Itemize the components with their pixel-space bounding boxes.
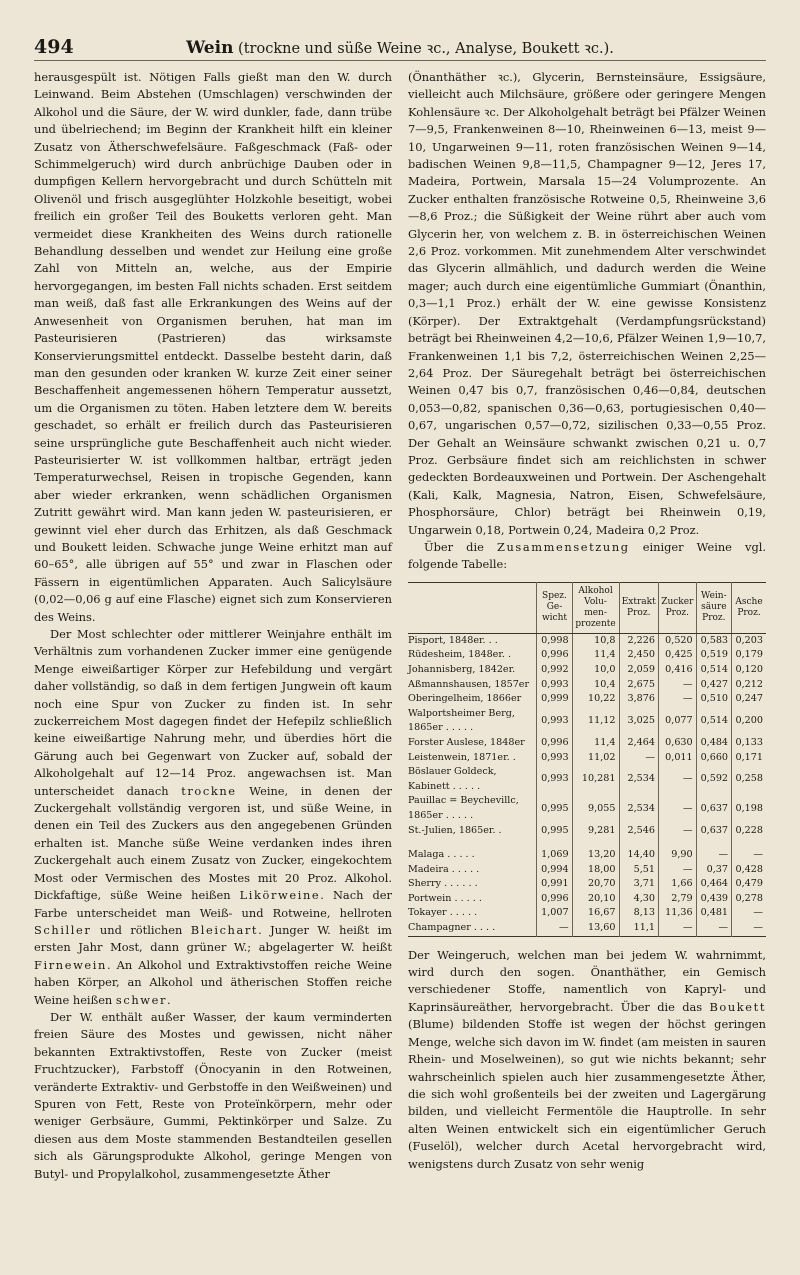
table-cell: 9,055 bbox=[572, 794, 619, 823]
table-cell: 2,546 bbox=[619, 824, 658, 839]
table-cell: Portwein . . . . . bbox=[408, 892, 482, 904]
table-cell: — bbox=[732, 921, 766, 936]
table-cell: Böslauer Goldeck, Kabinett . . . . . bbox=[408, 766, 497, 792]
table-row bbox=[408, 921, 766, 936]
col-header-name bbox=[408, 582, 537, 633]
table-row bbox=[408, 794, 766, 823]
table-cell: 0,637 bbox=[696, 794, 731, 823]
headword: Wein bbox=[186, 38, 234, 58]
table-cell: 0,428 bbox=[732, 863, 766, 878]
table-cell: 0,203 bbox=[732, 633, 766, 648]
table-cell: 18,00 bbox=[572, 863, 619, 878]
table-cell: 0,994 bbox=[537, 863, 572, 878]
table-cell: 2,675 bbox=[619, 678, 658, 693]
table-cell: 0,996 bbox=[537, 736, 572, 751]
table-cell: Champagner . . . . bbox=[408, 922, 496, 934]
table-cell: — bbox=[619, 751, 658, 766]
left-column bbox=[34, 69, 392, 1183]
table-cell: 11,36 bbox=[658, 906, 696, 921]
table-cell: 1,66 bbox=[658, 877, 696, 892]
table-cell: 20,70 bbox=[572, 877, 619, 892]
table-cell: Leistenwein, 1871er. . bbox=[408, 751, 516, 763]
table-cell: 10,281 bbox=[572, 765, 619, 794]
table-row bbox=[408, 751, 766, 766]
running-head bbox=[34, 38, 766, 58]
page-number: 494 bbox=[34, 36, 74, 58]
table-cell: 0,212 bbox=[732, 678, 766, 693]
table-cell: 0,247 bbox=[732, 692, 766, 707]
col-header-ash: Asche Proz. bbox=[732, 582, 766, 633]
table-cell: 11,1 bbox=[619, 921, 658, 936]
table-cell: 8,13 bbox=[619, 906, 658, 921]
table-row bbox=[408, 736, 766, 751]
table-cell: 11,4 bbox=[572, 736, 619, 751]
table-cell: 0,514 bbox=[696, 707, 731, 736]
table-cell: 0,996 bbox=[537, 892, 572, 907]
table-cell: 3,71 bbox=[619, 877, 658, 892]
table-cell: 0,439 bbox=[696, 892, 731, 907]
table-cell: 13,20 bbox=[572, 848, 619, 863]
table-cell: 11,02 bbox=[572, 751, 619, 766]
table-cell: 0,481 bbox=[696, 906, 731, 921]
right-column bbox=[408, 69, 766, 1183]
table-cell: 0,995 bbox=[537, 824, 572, 839]
table-cell: 0,993 bbox=[537, 707, 572, 736]
col-header-sugar: Zucker Proz. bbox=[658, 582, 696, 633]
table-cell: 0,37 bbox=[696, 863, 731, 878]
table-cell: Sherry . . . . . . bbox=[408, 878, 478, 890]
table-cell: 0,514 bbox=[696, 663, 731, 678]
table-cell: 0,120 bbox=[732, 663, 766, 678]
wine-composition-table bbox=[408, 582, 766, 937]
table-cell: — bbox=[658, 678, 696, 693]
table-row bbox=[408, 633, 766, 648]
table-cell: 10,22 bbox=[572, 692, 619, 707]
col-header-extract: Extrakt Proz. bbox=[619, 582, 658, 633]
table-cell: 0,479 bbox=[732, 877, 766, 892]
header-subtitle: (trockne und süße Weine ꝛc., Analyse, Boukett ꝛc.). bbox=[238, 41, 614, 57]
table-cell: 16,67 bbox=[572, 906, 619, 921]
table-cell: 20,10 bbox=[572, 892, 619, 907]
table-cell: Aßmannshausen, 1857er bbox=[408, 678, 530, 690]
table-cell: Rüdesheim, 1848er. . bbox=[408, 649, 512, 661]
table-cell: 1,069 bbox=[537, 848, 572, 863]
table-row bbox=[408, 848, 766, 863]
table-cell: — bbox=[658, 692, 696, 707]
paragraph: Der Most schlechter oder mittlerer Weinjahre enthält im Verhältnis zum vorhandenen Zucker immer eine genügende Menge eiweißartiger Körper zur Hefebildung und vergärt daher vollständig, so daß in dem fertigen Jungwein oft kaum noch eine Spur von Zucker zu finden ist. In sehr zuckerreichem Most dagegen findet der Hefepilz schließlich keine eiweißartige Nahrung mehr, und überdies hört die Gärung auch bei Gegenwart von Zucker auf, sobald der Alkoholgehalt auf 12—14 Proz. angewachsen ist. Man unterscheidet danach trockne Weine, in denen der Zuckergehalt vollständig vergoren ist, und süße Weine, in denen ein Teil des Zuckers aus den angegebenen Gründen erhalten ist. Manche süße Weine verdanken indes ihren Zuckergehalt auch einem Zusatz von Zucker, eingekochtem Most oder Vermischen des Mostes mit 20 Proz. Alkohol. Dickfaftige, süße Weine heißen Likörweine. Nach der Farbe unterscheidet man Weiß- und Rotweine, hellroten Schiller und rötlichen Bleichart. Junger W. heißt im ersten Jahr Most, dann grüner W.; abgelagerter W. heißt Firnewein. An Alkohol und Extraktivstoffen reiche Weine haben Körper, an Alkohol und ätherischen Stoffen reiche Weine heißen schwer. bbox=[34, 627, 392, 1007]
table-cell: — bbox=[658, 824, 696, 839]
table-cell: Forster Auslese, 1848er bbox=[408, 736, 525, 748]
table-row bbox=[408, 692, 766, 707]
table-cell: 0,993 bbox=[537, 765, 572, 794]
paragraph: Über die Zusammensetzung einiger Weine vgl. folgende Tabelle: bbox=[408, 539, 767, 572]
table-cell: 0,133 bbox=[732, 736, 766, 751]
table-spacer bbox=[408, 838, 766, 848]
table-cell: 2,059 bbox=[619, 663, 658, 678]
table-cell: 2,464 bbox=[619, 736, 658, 751]
table-cell: 0,179 bbox=[732, 648, 766, 663]
table-cell: Walportsheimer Berg, 1865er . . . . . bbox=[408, 707, 515, 734]
table-cell: — bbox=[658, 765, 696, 794]
table-cell: 0,998 bbox=[537, 633, 572, 648]
table-cell: 0,200 bbox=[732, 707, 766, 736]
table-row bbox=[408, 877, 766, 892]
table-cell: 11,12 bbox=[572, 707, 619, 736]
table-cell: — bbox=[696, 921, 731, 936]
table-cell: 2,226 bbox=[619, 633, 658, 648]
table-cell: 9,90 bbox=[658, 848, 696, 863]
table-cell: 14,40 bbox=[619, 848, 658, 863]
table-cell: 10,8 bbox=[572, 633, 619, 648]
table-cell: 2,79 bbox=[658, 892, 696, 907]
page-header bbox=[34, 34, 766, 61]
table-cell: 10,0 bbox=[572, 663, 619, 678]
table-row bbox=[408, 824, 766, 839]
table-cell: St.-Julien, 1865er. . bbox=[408, 824, 502, 836]
table-cell: 0,258 bbox=[732, 765, 766, 794]
table-cell: — bbox=[537, 921, 572, 936]
table-cell: 0,228 bbox=[732, 824, 766, 839]
table-row bbox=[408, 765, 766, 794]
table-cell: 0,416 bbox=[658, 663, 696, 678]
table-row bbox=[408, 906, 766, 921]
table-cell: 0,999 bbox=[537, 692, 572, 707]
table-cell: Oberingelheim, 1866er bbox=[408, 693, 522, 705]
table-row bbox=[408, 648, 766, 663]
table-cell: 0,510 bbox=[696, 692, 731, 707]
table-cell: 0,427 bbox=[696, 678, 731, 693]
table-cell: 0,996 bbox=[537, 648, 572, 663]
table-cell: 13,60 bbox=[572, 921, 619, 936]
paragraph: herausgespült ist. Nötigen Falls gießt man den W. durch Leinwand. Beim Abstehen (Umschlagen) verschwinden der Alkohol und die Säure, der W. wird dunkler, fade, dann trübe und übelriechend; im Beginn der Krankheit hilft ein kleiner Zusatz von Ätherschwefelsäure. Faßgeschmack (Faß- oder Schimmelgeruch) wird durch anbrüchige Dauben oder in dumpfigen Kellern hervorgebracht und durch Schütteln mit Olivenöl und frisch ausgeglühter Holzkohle beseitigt, wobei freilich ein großer Teil des Bouketts verloren geht. Man vermeidet diese Krankheiten des Weins durch rationelle Behandlung desselben und wendet zur Heilung eine große Zahl von Mitteln an, welche, aus der Empirie hervorgegangen, im besten Fall nichts schaden. Erst seitdem man weiß, daß fast alle Erkrankungen des Weins auf der Anwesenheit von Organismen beruhen, hat man im Pasteurisieren (Pastrieren) das wirksamste Konservierungsmittel entdeckt. Dasselbe besteht darin, daß man den gesunden oder kranken W. kurze Zeit einer seiner Beschaffenheit angemessenen höhern Temperatur aussetzt, um die Organismen zu töten. Haben letztere dem W. bereits geschadet, so erhält er freilich durch das Pasteurisieren seine ursprüngliche gute Beschaffenheit auch nicht wieder. Pasteurisierter W. ist vollkommen haltbar, erträgt jeden Temperaturwechsel, Reisen in tropische Gegenden, kann aber wieder erkranken, wenn schädlichen Organismen Zutritt gewährt wird. Man kann jeden W. pasteurisieren, er gewinnt viel eher durch das Erhitzen, als daß Geschmack und Boukett leiden. Schwache junge Weine erhitzt man auf 60–65°, alle übrigen auf 55° und zwar in Flaschen oder Fässern in eigentümlichen Apparaten. Auch Salicylsäure (0,02—0,06 g auf eine Flasche) eignet sich zum Konservieren des Weins. bbox=[34, 70, 392, 624]
table-cell: 0,583 bbox=[696, 633, 731, 648]
table-cell: — bbox=[658, 794, 696, 823]
table-cell: 0,592 bbox=[696, 765, 731, 794]
table-cell: 0,464 bbox=[696, 877, 731, 892]
table-cell: — bbox=[696, 848, 731, 863]
table-cell: 0,520 bbox=[658, 633, 696, 648]
table-row bbox=[408, 707, 766, 736]
table-cell: 0,011 bbox=[658, 751, 696, 766]
table-cell: 0,519 bbox=[696, 648, 731, 663]
table-cell: 0,077 bbox=[658, 707, 696, 736]
table-cell: 0,278 bbox=[732, 892, 766, 907]
table-cell: 1,007 bbox=[537, 906, 572, 921]
table-cell: 0,630 bbox=[658, 736, 696, 751]
table-cell: 2,534 bbox=[619, 765, 658, 794]
table-cell: 0,198 bbox=[732, 794, 766, 823]
table-cell: 0,993 bbox=[537, 751, 572, 766]
table-cell: 0,484 bbox=[696, 736, 731, 751]
table-cell: 0,993 bbox=[537, 678, 572, 693]
table-cell: 2,534 bbox=[619, 794, 658, 823]
table-body bbox=[408, 633, 766, 936]
table-row bbox=[408, 892, 766, 907]
table-cell: 2,450 bbox=[619, 648, 658, 663]
table-cell: 10,4 bbox=[572, 678, 619, 693]
table-cell: 0,991 bbox=[537, 877, 572, 892]
table-cell: — bbox=[658, 863, 696, 878]
col-header-acid: Wein- säure Proz. bbox=[696, 582, 731, 633]
table-cell: 9,281 bbox=[572, 824, 619, 839]
table-cell: — bbox=[732, 848, 766, 863]
table-cell: Johannisberg, 1842er. bbox=[408, 663, 516, 675]
table-row bbox=[408, 863, 766, 878]
paragraph: (Önanthäther ꝛc.), Glycerin, Bernsteinsäure, Essigsäure, vielleicht auch Milchsäure, größere oder geringere Mengen Kohlensäure ꝛc. Der Alkoholgehalt beträgt bei Pfälzer Weinen 7—9,5, Frankenweinen 8—10, Rheinweinen 6—13, meist 9—10, Ungarweinen 9—11, roten französischen Weinen 9—14, badischen Weinen 9,8—11,5, Champagner 9—12, Jeres 17, Madeira, Portwein, Marsala 15—24 Volumprozente. An Zucker enthalten französische Rotweine 0,5, Rheinweine 3,6—8,6 Proz.; die Süßigkeit der Weine rührt aber auch vom Glycerin her, von welchem z. B. in österreichischen Weinen 2,6 Proz. vorkommen. Mit zunehmendem Alter verschwindet das Glycerin allmählich, und dadurch werden die Weine mager; auch durch eine eigentümliche Gummiart (Önanthin, 0,3—1,1 Proz.) erhält der W. eine gewisse Konsistenz (Körper). Der Extraktgehalt (Verdampfungsrückstand) beträgt bei Rheinweinen 4,2—10,6, Pfälzer Weinen 1,9—10,7, Frankenweinen 1,1 bis 7,2, österreichischen Weinen 2,25—2,64 Proz. Der Säuregehalt beträgt bei österreichischen Weinen 0,47 bis 0,7, französischen 0,46—0,84, deutschen 0,053—0,82, spanischen 0,36—0,63, portugiesischen 0,40—0,67, ungarischen 0,57—0,72, sizilischen 0,33—0,55 Proz. Der Gehalt an Weinsäure schwankt zwischen 0,21 u. 0,7 Proz. Gerbsäure findet sich am reichlichsten in schwer gedeckten Bordeauxweinen und Portwein. Der Aschengehalt (Kali, Kalk, Magnesia, Natron, Eisen, Schwefelsäure, Phosphorsäure, Chlor) beträgt bei Rheinwein 0,19, Ungarwein 0,18, Portwein 0,24, Madeira 0,2 Proz. bbox=[408, 70, 766, 537]
table-cell: — bbox=[732, 906, 766, 921]
table-cell: Malaga . . . . . bbox=[408, 849, 475, 861]
table-cell: 0,171 bbox=[732, 751, 766, 766]
text-columns bbox=[34, 69, 766, 1183]
table-cell: 3,876 bbox=[619, 692, 658, 707]
table-cell: Pauillac = Beychevillc, 1865er . . . . . bbox=[408, 795, 519, 821]
table-cell: 4,30 bbox=[619, 892, 658, 907]
paragraph: Der Weingeruch, welchen man bei jedem W. wahrnimmt, wird durch den sogen. Önanthäther, ein Gemisch verschiedener Stoffe, namentlich von Kapryl- und Kaprinsäureäther, hervorgebracht. Über die das Boukett (Blume) bildenden Stoffe ist wegen der höchst geringen Menge, welche sich davon im W. findet (am meisten in sauren Rhein- und Moselweinen), so gut wie nichts bekannt; sehr wahrscheinlich spielen auch hier zusammengesetzte Äther, die sich wohl großenteils bei der zweiten und Lagergärung bilden, und vielleicht Fermentöle die Hauptrolle. In sehr alten Weinen entwickelt sich ein eigentümlicher Geruch (Fuselöl), welcher durch Acetal hervorgebracht wird, wenigstens durch Zusatz von sehr wenig bbox=[408, 947, 766, 1171]
table-cell: Pisport, 1848er. . . bbox=[408, 634, 498, 646]
table-cell: Tokayer . . . . . bbox=[408, 907, 478, 919]
table-cell: 0,637 bbox=[696, 824, 731, 839]
table-cell: 11,4 bbox=[572, 648, 619, 663]
table-cell: — bbox=[658, 921, 696, 936]
table-row bbox=[408, 663, 766, 678]
table-cell: 5,51 bbox=[619, 863, 658, 878]
col-header-gravity: Spez. Ge- wicht bbox=[537, 582, 572, 633]
table-cell: Madeira . . . . . bbox=[408, 863, 480, 875]
table-cell: 0,995 bbox=[537, 794, 572, 823]
table-header-row bbox=[408, 582, 766, 633]
table-cell: 0,992 bbox=[537, 663, 572, 678]
table-row bbox=[408, 678, 766, 693]
table-cell: 0,425 bbox=[658, 648, 696, 663]
paragraph: Der W. enthält außer Wasser, der kaum verminderten freien Säure des Mostes und gewissen, nicht näher bekannten Extraktivstoffen, Reste von Zucker (meist Fruchtzucker), Farbstoff (Önocyanin in den Rotweinen, veränderte Extraktiv- und Gerbstoffe in den Weißweinen) und Spuren von Fett, Reste von Proteïnkörpern, mehr oder weniger Gerbsäure, Gummi, Pektinkörper und Salze. Zu diesen aus dem Moste stammenden Bestandteilen gesellen sich als Gärungsprodukte Alkohol, geringe Mengen von Butyl- und Propylalkohol, zusammengesetzte Äther bbox=[34, 1009, 392, 1181]
table-cell: 3,025 bbox=[619, 707, 658, 736]
col-header-alcohol: Alkohol Volu- men- prozente bbox=[572, 582, 619, 633]
table-cell: 0,660 bbox=[696, 751, 731, 766]
